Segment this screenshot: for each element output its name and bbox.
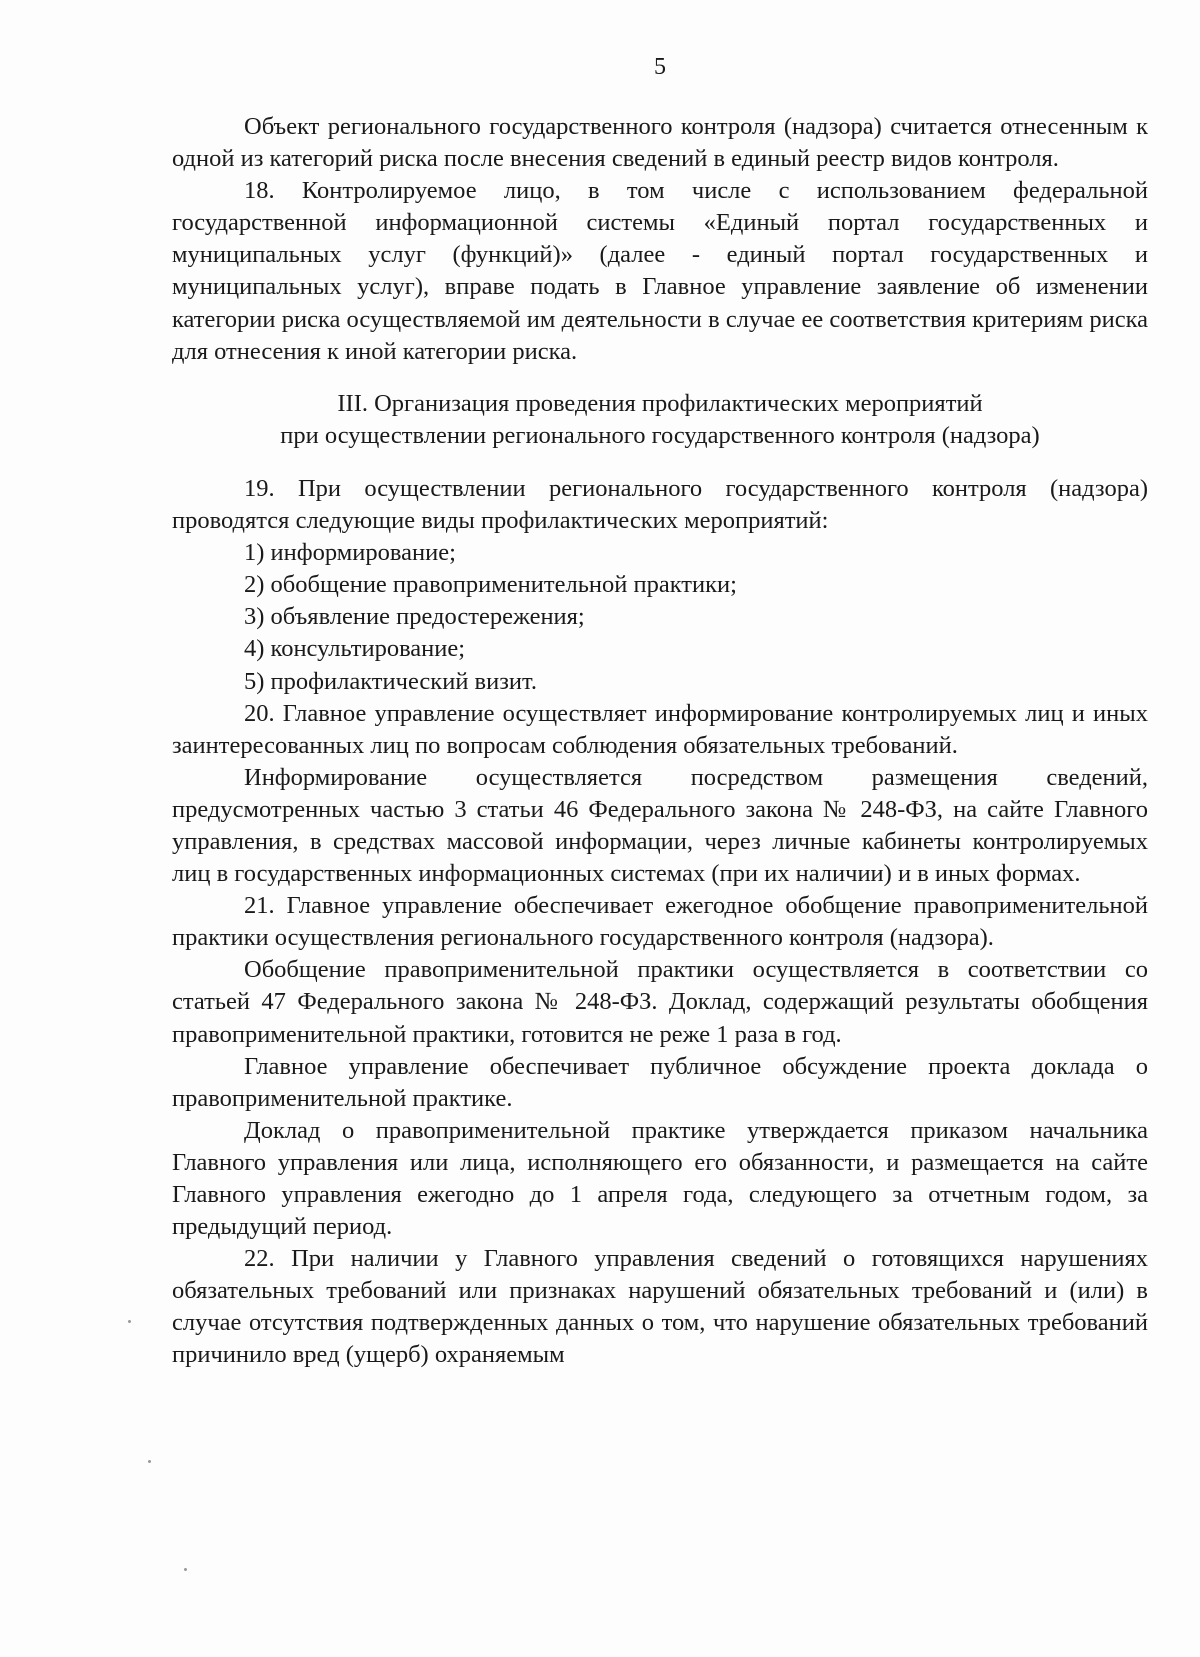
paragraph-21: 21. Главное управление обеспечивает ежегодное обобщение правоприменительной практики осуществления регионального государственного контроля (надзора).: [172, 892, 1148, 952]
scan-speck: [148, 1460, 151, 1463]
paragraph-report-approval: Доклад о правоприменительной практике утверждается приказом начальника Главного управления или лица, исполняющего его обязанности, и размещается на сайте Главного управления ежегодно до 1 апреля года, следующего за отчетным годом, за предыдущий период.: [172, 1116, 1148, 1241]
list-item-2: 2) обобщение правоприменительной практики;: [244, 571, 737, 599]
scan-speck: [184, 1568, 187, 1571]
list-item-5: 5) профилактический визит.: [244, 667, 538, 695]
paragraph-20: 20. Главное управление осуществляет информирование контролируемых лиц и иных заинтересованных лиц по вопросам соблюдения обязательных требований.: [172, 699, 1148, 759]
paragraph-22: 22. При наличии у Главного управления сведений о готовящихся нарушениях обязательных требований или признаках нарушений обязательных требований и (или) в случае отсутствия подтвержденных данных о том, что нарушение обязательных требований причинило вред (ущерб) охраняемым: [172, 1245, 1148, 1369]
paragraph-risk-category: Объект регионального государственного контроля (надзора) считается отнесенным к одной из категорий риска после внесения сведений в единый реестр видов контроля.: [172, 113, 1148, 173]
section-heading: [172, 368, 1148, 473]
section-heading-line-1: III. Организация проведения профилактических мероприятий: [337, 389, 983, 417]
paragraph-18: 18. Контролируемое лицо, в том числе с использованием федеральной государственной информационной системы «Единый портал государственных и муниципальных услуг (функций)» (далее - единый портал государственных и муниципальных услуг), вправе подать в Главное управление заявление об изменении категории риска осуществляемой им деятельности в случае ее соответствия критериям риска для отнесения к иной категории риска.: [172, 177, 1148, 365]
paragraph-generalization: Обобщение правоприменительной практики осуществляется в соответствии со статьей 47 Федерального закона № 248-ФЗ. Доклад, содержащий результаты обобщения правоприменительной практики, готовится не реже 1 раза в год.: [172, 956, 1148, 1048]
paragraph-19: 19. При осуществлении регионального государственного контроля (надзора) проводятся следующие виды профилактических мероприятий:: [172, 474, 1148, 535]
paragraph-public-discussion: Главное управление обеспечивает публичное обсуждение проекта доклада о правоприменительной практике.: [172, 1052, 1148, 1112]
section-heading-line-2: при осуществлении регионального государственного контроля (надзора): [280, 421, 1040, 449]
paragraph-informing: Информирование осуществляется посредством размещения сведений, предусмотренных частью 3 статьи 46 Федерального закона № 248-ФЗ, на сайте Главного управления, в средствах массовой информации, через личные кабинеты контролируемых лиц в государственных информационных системах (при их наличии) и в иных формах.: [172, 763, 1148, 888]
page-number: 5: [654, 54, 666, 80]
list-item-4: 4) консультирование;: [244, 635, 466, 663]
scan-speck: [128, 1320, 131, 1323]
document-body: [172, 111, 1148, 1372]
list-item-1: 1) информирование;: [244, 539, 456, 567]
list-item-3: 3) объявление предостережения;: [244, 603, 585, 631]
